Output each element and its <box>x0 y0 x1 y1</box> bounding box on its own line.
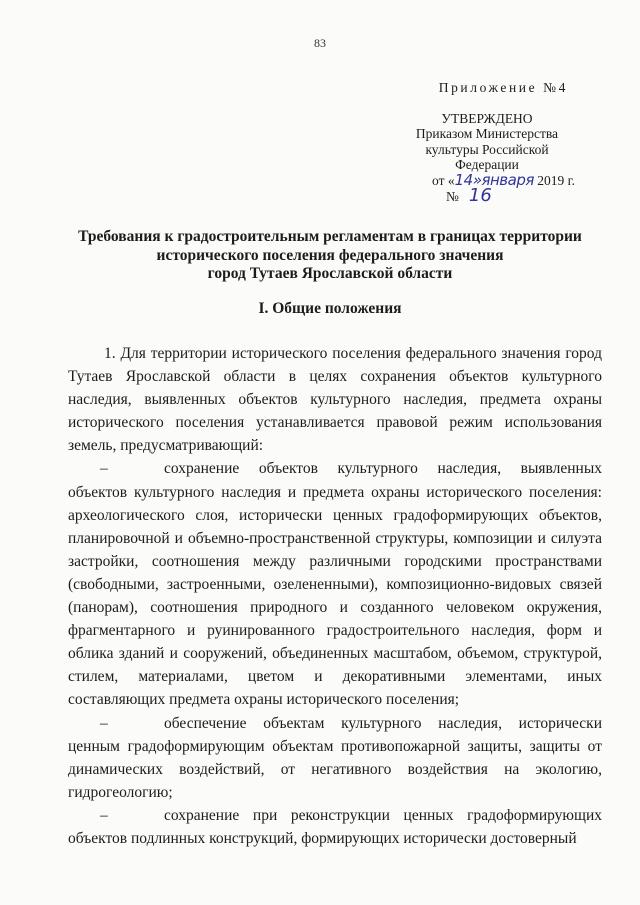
list-item <box>68 712 602 804</box>
order-line-2: культуры Российской <box>425 141 549 157</box>
list-item-text: сохранение объектов культурного наследия, выявленных объектов культурного наследия и предмета охраны исторического поселения: археологического слоя, исторически ценных градоформирующих объектов, планировочной и объемно-пространственной структуры, композиции и силуэта застройки, соотношения между различными городскими пространствами (свободными, застроенными, озелененными), композиционно-видовых связей (панорам), соотношения природного и созданного человеком окружения, фрагментарного и руинированного градостроительного наследия, форм и облика зданий и сооружений, объединенных масштабом, объемом, структурой, стилем, материалами, цветом и декоративными элементами, иных составляющих предмета охраны исторического поселения; <box>68 460 602 709</box>
handwritten-day: 14 <box>454 170 473 189</box>
document-title <box>60 228 600 284</box>
section-heading: I. Общие положения <box>258 300 402 317</box>
handwritten-number: 16 <box>468 185 492 206</box>
order-line-3: Федерации <box>455 157 519 172</box>
page-number: 83 <box>314 36 326 50</box>
approved-label: УТВЕРЖДЕНО <box>441 110 533 126</box>
approval-block <box>390 111 600 173</box>
handwritten-month: января <box>481 170 534 189</box>
body-text <box>68 342 602 850</box>
list-item-text: сохранение при реконструкции ценных градоформирующих объектов подлинных конструкций, формирующих исторически достоверный <box>68 806 602 847</box>
approval-date <box>390 170 600 189</box>
number-prefix: № <box>446 189 459 204</box>
list-item <box>68 804 602 850</box>
order-line-1: Приказом Министерства <box>415 126 559 141</box>
date-suffix: 2019 г. <box>537 172 576 188</box>
list-dash: – <box>100 806 108 824</box>
title-line-1: Требования к градостроительным регламентам в границах территории <box>78 228 582 245</box>
list-item <box>68 457 602 711</box>
list-dash: – <box>100 714 108 732</box>
approval-stamp <box>390 80 600 205</box>
list-item-text: обеспечение объектам культурного наследия, исторически ценным градоформирующим объектам противопожарной защиты, защиты от динамических воздействий, от негативного воздействия на экологию, гидрогеологию; <box>68 714 602 801</box>
date-prefix: от « <box>432 172 455 188</box>
approval-number <box>390 185 600 206</box>
title-line-3: город Тутаев Ярославской области <box>207 265 453 282</box>
date-mid: » <box>472 170 482 189</box>
list-dash: – <box>100 460 108 478</box>
appendix-label: Приложение №4 <box>438 80 568 95</box>
paragraph-1: 1. Для территории исторического поселения федерального значения город Тутаев Ярославской области в целях сохранения объектов культурного наследия, выявленных объектов культурного наследия, предмета охраны исторического поселения устанавливается правовой режим использования земель, предусматривающий: <box>68 345 602 455</box>
title-line-2: исторического поселения федерального значения <box>156 246 504 264</box>
